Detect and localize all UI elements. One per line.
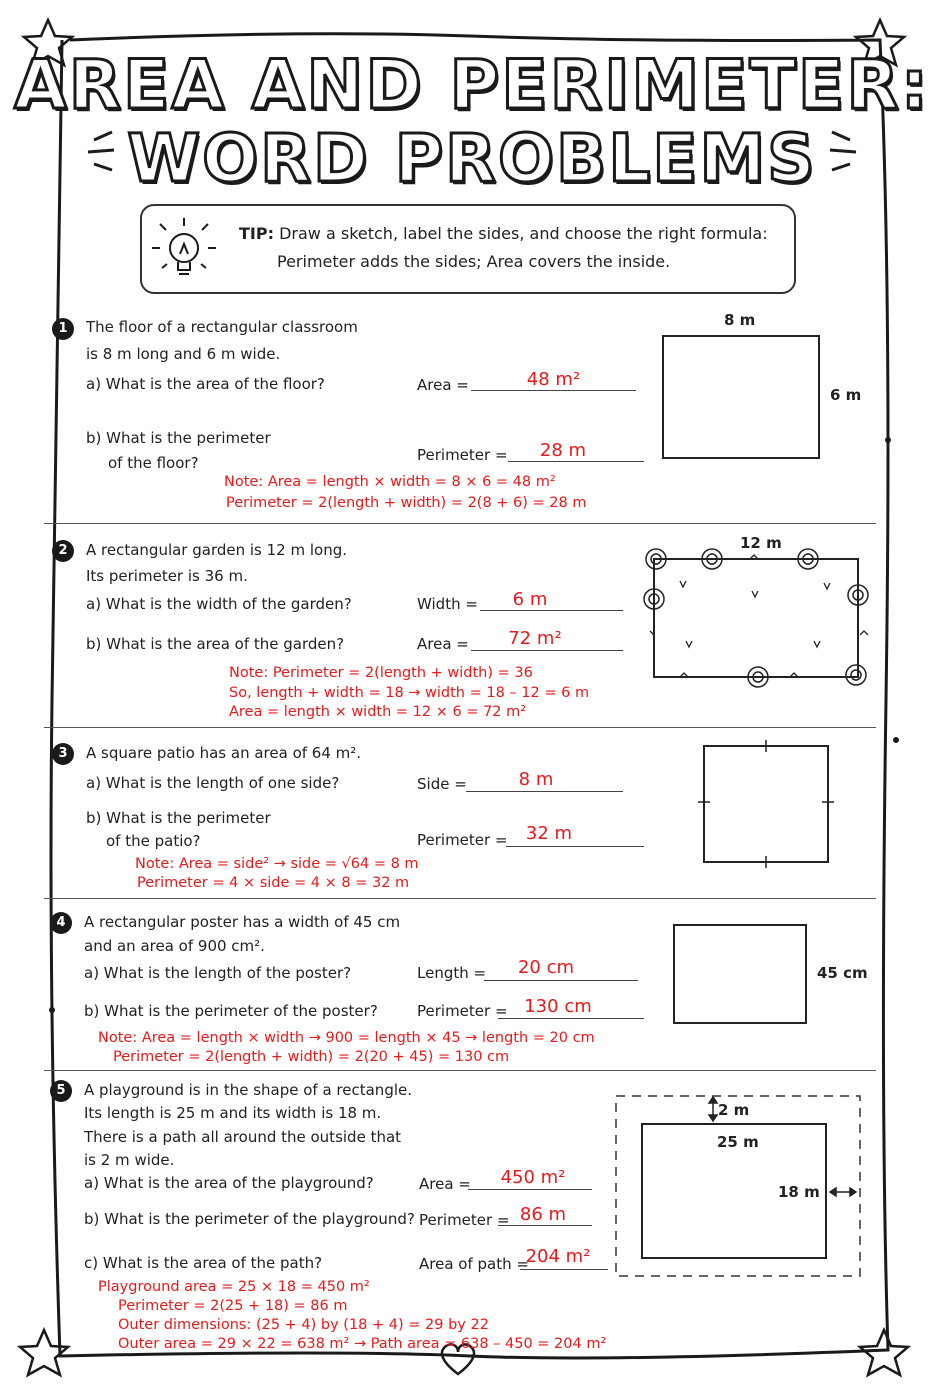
grass-icon — [650, 555, 868, 677]
answer-value: 32 m — [525, 823, 573, 844]
answer-label: Perimeter = — [419, 1211, 510, 1229]
dimension-label: 25 m — [717, 1133, 759, 1151]
dimension-label: 18 m — [778, 1183, 820, 1201]
answer-label: Side = — [417, 775, 467, 793]
answer-value: 8 m — [518, 769, 554, 790]
dimension-label: 8 m — [724, 311, 756, 329]
dimension-label: 6 m — [830, 386, 862, 404]
question-c: c) What is the area of the path? — [84, 1254, 323, 1272]
question-b: b) What is the perimeter — [86, 429, 271, 447]
divider — [44, 523, 876, 524]
divider — [44, 727, 876, 728]
answer-line — [508, 461, 644, 462]
question-b: b) What is the perimeter of the playground? — [84, 1210, 415, 1228]
dimension-label: 45 cm — [817, 964, 868, 982]
note-line: Area = length × width = 12 × 6 = 72 m² — [229, 704, 527, 720]
problem-text: The floor of a rectangular classroom — [86, 318, 358, 336]
note-line: Perimeter = 4 × side = 4 × 8 = 32 m — [137, 875, 410, 891]
note-line: Playground area = 25 × 18 = 450 m² — [98, 1279, 370, 1295]
poster-rectangle — [673, 924, 807, 1024]
divider — [44, 898, 876, 899]
answer-label: Area of path = — [419, 1255, 529, 1273]
tip-text-1: Draw a sketch, label the sides, and choose the right formula: — [279, 224, 768, 243]
problem-text: There is a path all around the outside that — [84, 1128, 402, 1146]
answer-value: 28 m — [539, 440, 587, 461]
answer-line — [468, 1189, 592, 1190]
answer-line — [498, 1225, 592, 1226]
answer-value: 204 m² — [525, 1246, 591, 1267]
problem-text: A square patio has an area of 64 m². — [86, 744, 362, 762]
problem-text: Its length is 25 m and its width is 18 m. — [84, 1104, 382, 1122]
problem-text: and an area of 900 cm². — [84, 937, 265, 955]
problem-number: 3 — [52, 743, 74, 765]
answer-line — [484, 980, 638, 981]
garden-diagram — [640, 545, 872, 693]
question-a: a) What is the area of the floor? — [86, 375, 325, 393]
question-b-cont: of the patio? — [106, 832, 201, 850]
problem-number: 2 — [52, 540, 74, 562]
answer-label: Perimeter = — [417, 446, 508, 464]
note-line: Note: Area = length × width → 900 = length × 45 → length = 20 cm — [98, 1030, 595, 1046]
star-icon — [860, 1330, 908, 1375]
answer-line — [480, 610, 623, 611]
note-line: Note: Perimeter = 2(length + width) = 36 — [229, 665, 533, 681]
question-a: a) What is the length of the poster? — [84, 964, 352, 982]
answer-label: Area = — [417, 376, 469, 394]
answer-label: Area = — [419, 1175, 471, 1193]
lightbulb-icon — [144, 210, 224, 290]
problem-text: is 2 m wide. — [84, 1151, 175, 1169]
note-line: So, length + width = 18 → width = 18 – 12 = 6 m — [229, 685, 590, 701]
tip-line-2: Perimeter adds the sides; Area covers the inside. — [277, 252, 671, 271]
problem-text: A playground is in the shape of a rectangle. — [84, 1081, 413, 1099]
answer-label: Perimeter = — [417, 1002, 508, 1020]
answer-label: Perimeter = — [417, 831, 508, 849]
flower-icon — [644, 549, 868, 687]
path-width-label: 2 m — [718, 1101, 750, 1119]
page-subtitle: WORD PROBLEMS — [127, 120, 817, 197]
problem-text: A rectangular poster has a width of 45 cm — [84, 913, 401, 931]
answer-value: 450 m² — [500, 1167, 566, 1188]
page-title: AREA AND PERIMETER: — [14, 46, 930, 125]
answer-line — [498, 1018, 644, 1019]
problem-text: A rectangular garden is 12 m long. — [86, 541, 348, 559]
question-b-cont: of the floor? — [108, 454, 199, 472]
answer-line — [471, 390, 636, 391]
answer-label: Area = — [417, 635, 469, 653]
note-line: Outer area = 29 × 22 = 638 m² → Path area = 638 – 450 = 204 m² — [118, 1336, 607, 1352]
answer-line — [471, 650, 623, 651]
answer-value: 48 m² — [526, 369, 581, 390]
problem-text: Its perimeter is 36 m. — [86, 567, 248, 585]
problem-number: 4 — [50, 912, 72, 934]
answer-line — [506, 846, 644, 847]
question-a: a) What is the width of the garden? — [86, 595, 352, 613]
note-line: Outer dimensions: (25 + 4) by (18 + 4) = 29 by 22 — [118, 1317, 489, 1333]
problem-text: is 8 m long and 6 m wide. — [86, 345, 281, 363]
question-b: b) What is the perimeter — [86, 809, 271, 827]
answer-label: Length = — [417, 964, 487, 982]
classroom-rectangle — [662, 335, 820, 459]
patio-square — [694, 736, 840, 870]
tip-line-1 — [239, 224, 768, 243]
note-line: Perimeter = 2(length + width) = 2(20 + 45) = 130 cm — [113, 1049, 510, 1065]
answer-value: 20 cm — [517, 957, 575, 978]
note-line: Perimeter = 2(length + width) = 2(8 + 6) = 28 m — [226, 495, 587, 511]
question-b: b) What is the area of the garden? — [86, 635, 345, 653]
note-line: Note: Area = side² → side = √64 = 8 m — [135, 856, 419, 872]
problem-number: 1 — [52, 318, 74, 340]
answer-value: 6 m — [512, 589, 548, 610]
tip-label: TIP: — [239, 224, 274, 243]
note-line: Note: Area = length × width = 8 × 6 = 48 m² — [224, 474, 556, 490]
tip-box — [140, 204, 796, 294]
note-line: Perimeter = 2(25 + 18) = 86 m — [118, 1298, 348, 1314]
answer-value: 86 m — [519, 1204, 567, 1225]
question-a: a) What is the length of one side? — [86, 774, 340, 792]
answer-line — [466, 791, 623, 792]
answer-value: 130 cm — [524, 996, 592, 1017]
question-b: b) What is the perimeter of the poster? — [84, 1002, 378, 1020]
answer-value: 72 m² — [508, 628, 562, 649]
question-a: a) What is the area of the playground? — [84, 1174, 374, 1192]
answer-line — [520, 1269, 608, 1270]
playground-diagram — [610, 1090, 870, 1286]
answer-label: Width = — [417, 595, 478, 613]
dimension-label: 12 m — [740, 534, 782, 552]
divider — [44, 1070, 876, 1071]
problem-number: 5 — [50, 1080, 72, 1102]
